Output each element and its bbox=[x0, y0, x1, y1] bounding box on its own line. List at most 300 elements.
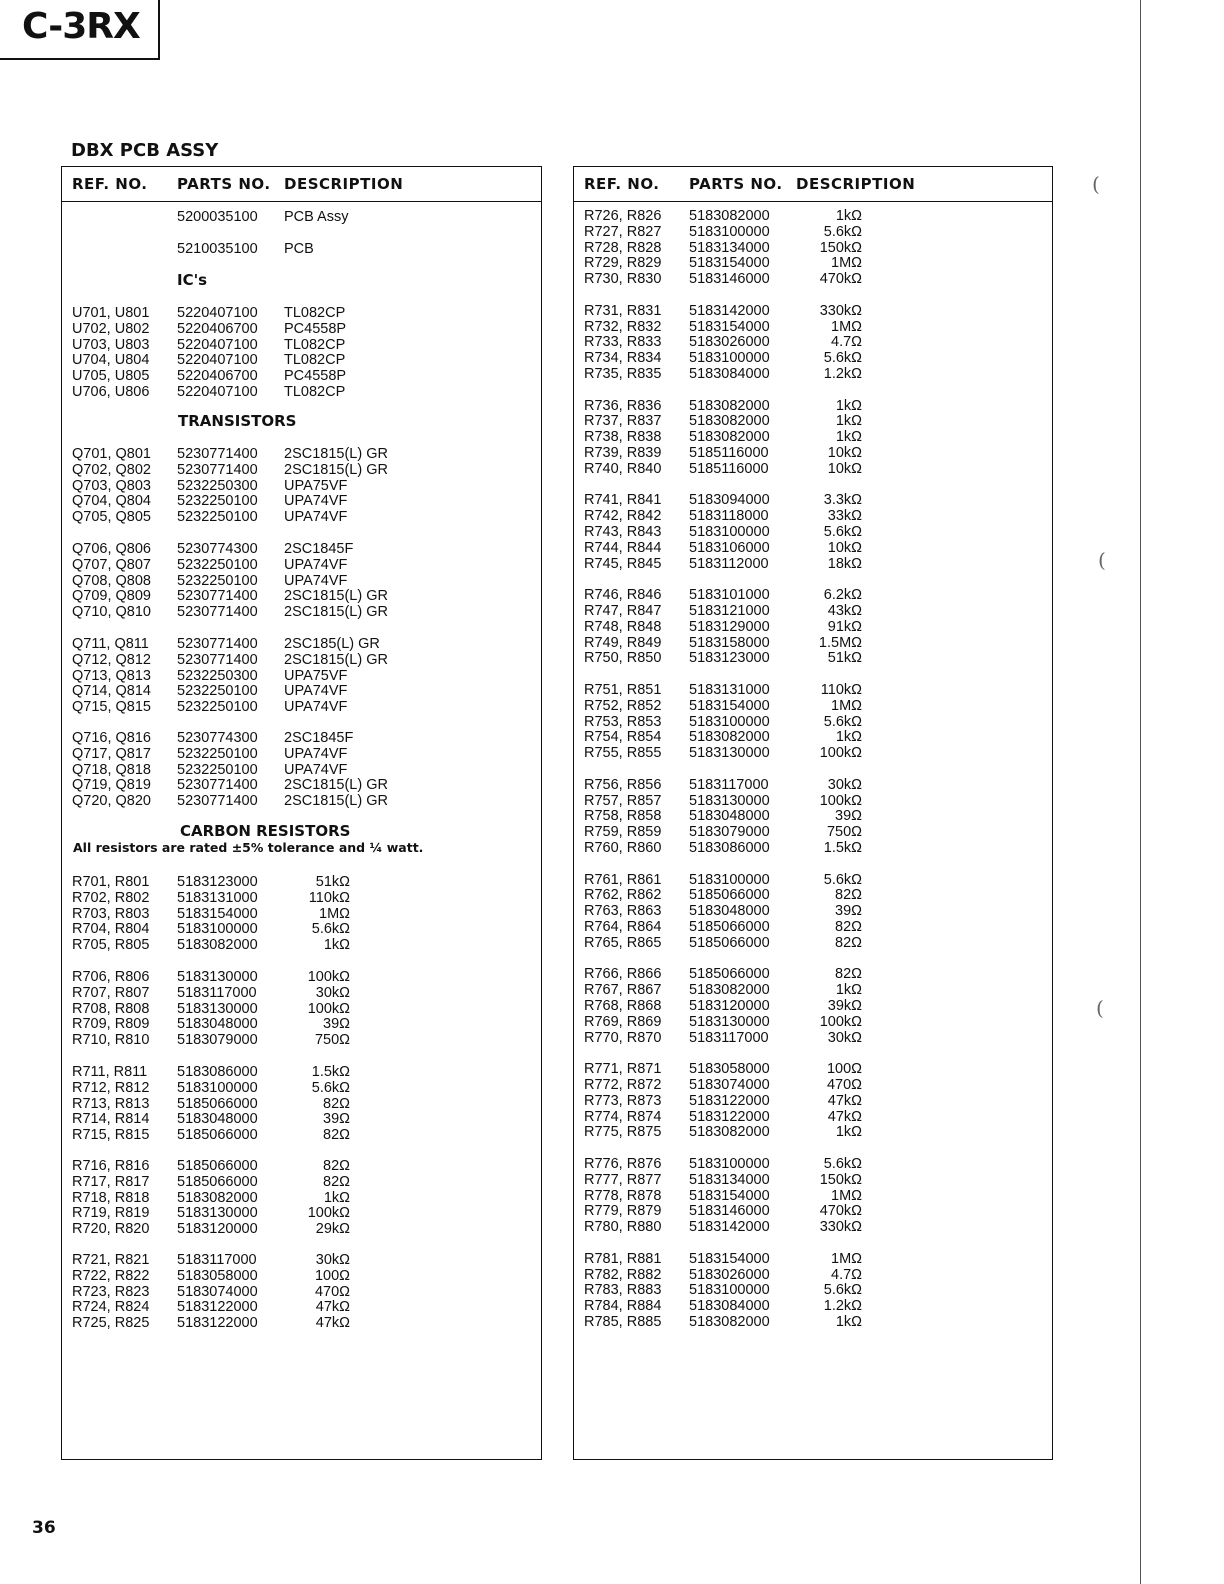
parts-row bbox=[62, 636, 541, 652]
parts-no: 5183100000 bbox=[689, 871, 770, 888]
resistor-value: 1.2kΩ bbox=[823, 1298, 862, 1315]
parts-no: 5183154000 bbox=[689, 697, 770, 714]
ref-no: R702, R802 bbox=[72, 889, 150, 906]
margin-mark: ( bbox=[1092, 172, 1100, 196]
parts-no: 5185066000 bbox=[177, 1173, 258, 1190]
parts-row bbox=[62, 1001, 541, 1017]
parts-no: 5232250100 bbox=[177, 572, 258, 589]
description: UPA75VF bbox=[284, 667, 348, 684]
header-description: DESCRIPTION bbox=[796, 175, 916, 193]
parts-no: 5183142000 bbox=[689, 302, 770, 319]
parts-no: 5185066000 bbox=[689, 887, 770, 904]
ref-no: Q716, Q816 bbox=[72, 730, 151, 746]
ref-no: Q708, Q808 bbox=[72, 572, 151, 589]
parts-row bbox=[574, 1061, 1052, 1077]
parts-no: 5220406700 bbox=[177, 320, 258, 337]
parts-row bbox=[62, 683, 541, 699]
parts-no: 5183082000 bbox=[177, 1189, 258, 1206]
parts-row bbox=[574, 1298, 1052, 1314]
parts-row bbox=[574, 524, 1052, 540]
description: 2SC1815(L) GR bbox=[284, 588, 388, 605]
parts-row bbox=[574, 808, 1052, 824]
header-parts: PARTS NO. bbox=[689, 175, 783, 193]
resistor-value: 82Ω bbox=[323, 1173, 350, 1190]
ref-no: Q701, Q801 bbox=[72, 446, 151, 462]
ref-no: R763, R863 bbox=[584, 903, 662, 920]
ref-no: Q705, Q805 bbox=[72, 509, 151, 526]
parts-no: 5183117000 bbox=[177, 1252, 257, 1268]
resistor-value: 30kΩ bbox=[827, 1029, 862, 1046]
ref-no: R724, R824 bbox=[72, 1299, 150, 1316]
description: TL082CP bbox=[284, 336, 346, 353]
parts-no: 5183079000 bbox=[689, 824, 770, 841]
parts-row bbox=[62, 1205, 541, 1221]
parts-no: 5183122000 bbox=[177, 1315, 258, 1332]
parts-no: 5183146000 bbox=[689, 271, 770, 288]
ref-no: R736, R836 bbox=[584, 397, 662, 414]
parts-no: 5183129000 bbox=[689, 618, 770, 635]
parts-no: 5183120000 bbox=[177, 1221, 258, 1238]
resistor-value: 4.7Ω bbox=[831, 1266, 862, 1283]
margin-mark: ( bbox=[1098, 548, 1106, 572]
parts-row bbox=[62, 1096, 541, 1112]
parts-no: 5183100000 bbox=[689, 1156, 770, 1172]
description: UPA74VF bbox=[284, 761, 348, 778]
resistor-value: 110kΩ bbox=[820, 682, 862, 698]
description: 2SC1815(L) GR bbox=[284, 604, 388, 621]
parts-no: 5183130000 bbox=[689, 792, 770, 809]
parts-row bbox=[62, 969, 541, 985]
resistor-value: 6.2kΩ bbox=[823, 587, 862, 604]
parts-row bbox=[62, 321, 541, 337]
parts-row bbox=[574, 682, 1052, 698]
parts-no: 5183048000 bbox=[689, 903, 770, 920]
parts-no: 5183117000 bbox=[689, 1029, 769, 1046]
ref-no: Q713, Q813 bbox=[72, 667, 151, 684]
page-binding-line bbox=[1140, 0, 1141, 1584]
resistor-value: 18kΩ bbox=[827, 555, 862, 572]
resistor-value: 1.2kΩ bbox=[823, 366, 862, 382]
parts-row bbox=[62, 906, 541, 922]
ref-no: R778, R878 bbox=[584, 1187, 662, 1204]
parts-row bbox=[574, 872, 1052, 888]
parts-row bbox=[574, 982, 1052, 998]
parts-row bbox=[62, 874, 541, 890]
parts-row bbox=[574, 1219, 1052, 1235]
parts-no: 5183026000 bbox=[689, 1266, 770, 1283]
parts-row bbox=[574, 445, 1052, 461]
parts-no: 5183123000 bbox=[689, 650, 770, 667]
ref-no: R782, R882 bbox=[584, 1266, 662, 1283]
description: 2SC185(L) GR bbox=[284, 636, 380, 652]
parts-no: 5230771400 bbox=[177, 636, 258, 652]
parts-row bbox=[62, 699, 541, 715]
ref-no: Q711, Q811 bbox=[72, 636, 149, 652]
resistor-value: 30kΩ bbox=[315, 1252, 350, 1268]
parts-no: 5185066000 bbox=[689, 934, 770, 951]
parts-row bbox=[62, 1315, 541, 1331]
parts-no: 5183100000 bbox=[689, 524, 770, 540]
resistor-value: 1.5kΩ bbox=[823, 840, 862, 856]
description: 2SC1815(L) GR bbox=[284, 446, 388, 462]
ref-no: R726, R826 bbox=[584, 208, 662, 224]
ref-no: Q720, Q820 bbox=[72, 793, 151, 810]
parts-row bbox=[574, 840, 1052, 856]
ref-no: R733, R833 bbox=[584, 334, 662, 351]
parts-row bbox=[574, 793, 1052, 809]
parts-row bbox=[574, 1314, 1052, 1330]
parts-row bbox=[574, 650, 1052, 666]
parts-row bbox=[62, 1221, 541, 1237]
ref-no: R737, R837 bbox=[584, 413, 662, 430]
header-ref: REF. NO. bbox=[584, 175, 660, 193]
parts-row bbox=[62, 1158, 541, 1174]
resistor-value: 29kΩ bbox=[315, 1221, 350, 1238]
parts-row bbox=[574, 745, 1052, 761]
parts-no: 5230771400 bbox=[177, 604, 258, 621]
parts-no: 5183131000 bbox=[689, 682, 770, 698]
ref-no: Q707, Q807 bbox=[72, 556, 151, 573]
parts-row bbox=[62, 668, 541, 684]
parts-row bbox=[62, 985, 541, 1001]
ref-no: R762, R862 bbox=[584, 887, 662, 904]
parts-no: 5183100000 bbox=[689, 713, 770, 730]
ref-no: R703, R803 bbox=[72, 905, 150, 922]
resistor-value: 1MΩ bbox=[831, 1250, 862, 1267]
parts-no: 5230774300 bbox=[177, 541, 258, 557]
parts-no: 5220406700 bbox=[177, 368, 258, 385]
ref-no: R731, R831 bbox=[584, 302, 662, 319]
header-ref: REF. NO. bbox=[72, 175, 148, 193]
ref-no: U703, U803 bbox=[72, 336, 150, 353]
ref-no: R764, R864 bbox=[584, 919, 662, 935]
parts-no: 5185066000 bbox=[689, 919, 770, 935]
ref-no: R728, R828 bbox=[584, 239, 662, 256]
resistor-value: 100Ω bbox=[314, 1267, 350, 1284]
parts-no: 5232250100 bbox=[177, 745, 258, 762]
description: PC4558P bbox=[284, 320, 347, 337]
parts-row bbox=[62, 573, 541, 589]
ref-no: R715, R815 bbox=[72, 1127, 150, 1144]
ref-no: R754, R854 bbox=[584, 729, 662, 746]
resistor-value: 1kΩ bbox=[835, 397, 862, 414]
ref-no: U704, U804 bbox=[72, 352, 150, 369]
parts-no: 5183094000 bbox=[689, 492, 770, 509]
ref-no: R707, R807 bbox=[72, 984, 150, 1001]
parts-row bbox=[574, 903, 1052, 919]
parts-no: 5183074000 bbox=[177, 1283, 258, 1300]
resistor-value: 47kΩ bbox=[827, 1092, 862, 1109]
resistor-value: 750Ω bbox=[826, 824, 862, 841]
ref-no: R771, R871 bbox=[584, 1061, 662, 1078]
ref-no: R730, R830 bbox=[584, 271, 662, 288]
ref-no: R769, R869 bbox=[584, 1013, 662, 1030]
ref-no: R773, R873 bbox=[584, 1092, 662, 1109]
parts-row bbox=[574, 1156, 1052, 1172]
parts-row bbox=[62, 604, 541, 620]
parts-row bbox=[62, 1032, 541, 1048]
parts-no: 5183118000 bbox=[689, 508, 769, 525]
ref-no: R722, R822 bbox=[72, 1267, 150, 1284]
ref-no: R756, R856 bbox=[584, 776, 662, 793]
right-parts-table bbox=[573, 166, 1053, 1460]
resistor-value: 5.6kΩ bbox=[823, 524, 862, 540]
description: UPA74VF bbox=[284, 493, 348, 510]
resistor-value: 5.6kΩ bbox=[311, 1079, 350, 1096]
ref-no: Q718, Q818 bbox=[72, 761, 151, 778]
parts-row bbox=[574, 1093, 1052, 1109]
ref-no: R767, R867 bbox=[584, 982, 662, 999]
ref-no: R766, R866 bbox=[584, 966, 662, 983]
resistors-note: All resistors are rated ±5% tolerance and ¼ watt. bbox=[73, 840, 424, 855]
parts-no: 5185066000 bbox=[689, 966, 770, 983]
resistor-value: 82Ω bbox=[323, 1158, 350, 1174]
header-parts: PARTS NO. bbox=[177, 175, 271, 193]
resistor-value: 1MΩ bbox=[831, 1187, 862, 1204]
resistor-value: 1kΩ bbox=[835, 429, 862, 446]
parts-no: 5183048000 bbox=[177, 1016, 258, 1033]
parts-row bbox=[62, 1064, 541, 1080]
parts-row bbox=[574, 1172, 1052, 1188]
ref-no: R760, R860 bbox=[584, 840, 662, 856]
parts-no: 5183134000 bbox=[689, 239, 770, 256]
parts-no: 5183048000 bbox=[689, 808, 770, 825]
parts-row bbox=[574, 398, 1052, 414]
parts-no: 5200035100 bbox=[177, 209, 258, 225]
parts-row bbox=[574, 508, 1052, 524]
parts-no: 5230771400 bbox=[177, 793, 258, 810]
description: UPA75VF bbox=[284, 477, 348, 494]
parts-row bbox=[62, 446, 541, 462]
ref-no: R752, R852 bbox=[584, 697, 662, 714]
parts-row bbox=[62, 1284, 541, 1300]
description: UPA74VF bbox=[284, 572, 348, 589]
parts-row bbox=[62, 937, 541, 953]
resistor-value: 47kΩ bbox=[315, 1299, 350, 1316]
parts-row bbox=[62, 352, 541, 368]
ref-no: R746, R846 bbox=[584, 587, 662, 604]
ref-no: Q715, Q815 bbox=[72, 699, 151, 716]
ref-no: U705, U805 bbox=[72, 368, 150, 385]
resistor-value: 5.6kΩ bbox=[823, 350, 862, 367]
parts-row bbox=[574, 1030, 1052, 1046]
ref-no: Q704, Q804 bbox=[72, 493, 151, 510]
resistor-value: 4.7Ω bbox=[831, 334, 862, 351]
resistor-value: 1.5kΩ bbox=[311, 1064, 350, 1080]
resistor-value: 1kΩ bbox=[835, 729, 862, 746]
parts-row bbox=[62, 1174, 541, 1190]
resistor-value: 1MΩ bbox=[831, 255, 862, 272]
parts-row bbox=[574, 208, 1052, 224]
parts-row bbox=[574, 1251, 1052, 1267]
ref-no: Q709, Q809 bbox=[72, 588, 151, 605]
resistor-value: 100kΩ bbox=[819, 745, 862, 762]
parts-no: 5183154000 bbox=[689, 1187, 770, 1204]
description: UPA74VF bbox=[284, 509, 348, 526]
resistor-value: 5.6kΩ bbox=[823, 223, 862, 240]
parts-no: 5183084000 bbox=[689, 1298, 770, 1315]
ref-no: R716, R816 bbox=[72, 1158, 150, 1174]
parts-no: 5185066000 bbox=[177, 1158, 258, 1174]
resistor-value: 470kΩ bbox=[819, 1203, 862, 1220]
ref-no: R765, R865 bbox=[584, 934, 662, 951]
parts-row bbox=[62, 493, 541, 509]
header-description: DESCRIPTION bbox=[284, 175, 404, 193]
parts-no: 5232250300 bbox=[177, 477, 258, 494]
resistor-value: 39Ω bbox=[323, 1016, 350, 1033]
parts-no: 5230771400 bbox=[177, 446, 258, 462]
resistor-value: 100kΩ bbox=[307, 969, 350, 985]
parts-no: 5230771400 bbox=[177, 651, 258, 668]
description: UPA74VF bbox=[284, 745, 348, 762]
parts-row bbox=[62, 890, 541, 906]
parts-no: 5183112000 bbox=[689, 555, 769, 572]
parts-no: 5185116000 bbox=[689, 445, 769, 461]
resistor-value: 30kΩ bbox=[315, 984, 350, 1001]
ref-no: R755, R855 bbox=[584, 745, 662, 762]
description: TL082CP bbox=[284, 352, 346, 369]
parts-row bbox=[62, 1080, 541, 1096]
resistor-value: 39Ω bbox=[835, 808, 862, 825]
ref-no: U702, U802 bbox=[72, 320, 150, 337]
table-header bbox=[574, 167, 1052, 202]
parts-no: 5232250100 bbox=[177, 556, 258, 573]
ref-no: Q710, Q810 bbox=[72, 604, 151, 621]
resistor-value: 100kΩ bbox=[819, 792, 862, 809]
ref-no: R748, R848 bbox=[584, 618, 662, 635]
ref-no: R711, R811 bbox=[72, 1064, 148, 1080]
parts-no: 5183074000 bbox=[689, 1077, 770, 1093]
parts-no: 5183158000 bbox=[689, 634, 770, 651]
parts-no: 5183079000 bbox=[177, 1032, 258, 1049]
parts-row bbox=[574, 714, 1052, 730]
ref-no: R719, R819 bbox=[72, 1205, 150, 1222]
parts-row bbox=[62, 1190, 541, 1206]
page-number: 36 bbox=[32, 1518, 56, 1538]
ref-no: R732, R832 bbox=[584, 318, 662, 335]
parts-no: 5183130000 bbox=[689, 1013, 770, 1030]
ref-no: Q706, Q806 bbox=[72, 541, 151, 557]
parts-no: 5183100000 bbox=[177, 921, 258, 938]
ref-no: R759, R859 bbox=[584, 824, 662, 841]
resistor-value: 39kΩ bbox=[827, 998, 862, 1014]
description: UPA74VF bbox=[284, 683, 348, 700]
resistor-value: 43kΩ bbox=[827, 603, 862, 619]
parts-no: 5183082000 bbox=[689, 413, 770, 430]
parts-no: 5183154000 bbox=[177, 905, 258, 922]
resistor-value: 150kΩ bbox=[819, 239, 862, 256]
resistor-value: 3.3kΩ bbox=[823, 492, 862, 509]
ref-no: Q719, Q819 bbox=[72, 777, 151, 794]
parts-row bbox=[62, 509, 541, 525]
resistor-value: 10kΩ bbox=[827, 460, 862, 477]
parts-no: 5183120000 bbox=[689, 998, 770, 1014]
ref-no: R747, R847 bbox=[584, 603, 662, 619]
parts-no: 5183134000 bbox=[689, 1171, 770, 1188]
ref-no: R749, R849 bbox=[584, 634, 662, 651]
ref-no: R758, R858 bbox=[584, 808, 662, 825]
ref-no: R777, R877 bbox=[584, 1171, 662, 1188]
parts-row bbox=[574, 303, 1052, 319]
parts-no: 5183122000 bbox=[689, 1108, 770, 1125]
parts-no: 5183082000 bbox=[689, 1124, 770, 1141]
parts-no: 5183154000 bbox=[689, 255, 770, 272]
left-parts-table bbox=[61, 166, 542, 1460]
resistor-value: 82Ω bbox=[835, 919, 862, 935]
resistor-value: 150kΩ bbox=[819, 1171, 862, 1188]
parts-row bbox=[574, 587, 1052, 603]
parts-no: 5232250100 bbox=[177, 493, 258, 510]
parts-row bbox=[574, 1109, 1052, 1125]
parts-row bbox=[574, 1188, 1052, 1204]
resistor-value: 1.5MΩ bbox=[818, 634, 862, 651]
parts-no: 5230771400 bbox=[177, 777, 258, 794]
resistor-value: 82Ω bbox=[323, 1127, 350, 1144]
parts-no: 5232250100 bbox=[177, 509, 258, 526]
description: PCB bbox=[284, 241, 314, 257]
parts-no: 5183082000 bbox=[689, 429, 770, 446]
ref-no: R704, R804 bbox=[72, 921, 150, 938]
parts-row bbox=[574, 492, 1052, 508]
parts-row bbox=[574, 366, 1052, 382]
parts-no: 5210035100 bbox=[177, 241, 258, 257]
parts-no: 5232250100 bbox=[177, 761, 258, 778]
parts-no: 5183082000 bbox=[689, 729, 770, 746]
parts-row bbox=[62, 921, 541, 937]
resistor-value: 1kΩ bbox=[835, 982, 862, 999]
ref-no: R750, R850 bbox=[584, 650, 662, 667]
parts-no: 5185066000 bbox=[177, 1127, 258, 1144]
parts-row bbox=[574, 777, 1052, 793]
parts-no: 5220407100 bbox=[177, 384, 258, 400]
parts-row bbox=[574, 255, 1052, 271]
parts-row bbox=[62, 209, 541, 225]
parts-no: 5183122000 bbox=[689, 1092, 770, 1109]
ref-no: R734, R834 bbox=[584, 350, 662, 367]
resistor-value: 5.6kΩ bbox=[823, 713, 862, 730]
parts-no: 5185116000 bbox=[689, 460, 769, 477]
parts-no: 5183084000 bbox=[689, 366, 770, 382]
ref-no: R781, R881 bbox=[584, 1250, 662, 1267]
parts-row bbox=[574, 556, 1052, 572]
description: 2SC1815(L) GR bbox=[284, 461, 388, 478]
resistor-value: 100kΩ bbox=[307, 1000, 350, 1017]
ref-no: U701, U801 bbox=[72, 305, 150, 321]
ref-no: R740, R840 bbox=[584, 460, 662, 477]
parts-no: 5183130000 bbox=[177, 969, 258, 985]
parts-no: 5232250100 bbox=[177, 683, 258, 700]
description: 2SC1845F bbox=[284, 730, 354, 746]
parts-row bbox=[574, 729, 1052, 745]
resistor-value: 100Ω bbox=[826, 1061, 862, 1078]
parts-no: 5183142000 bbox=[689, 1219, 770, 1236]
parts-row bbox=[62, 588, 541, 604]
ref-no: R744, R844 bbox=[584, 539, 662, 556]
ref-no: R705, R805 bbox=[72, 937, 150, 954]
ref-no: Q703, Q803 bbox=[72, 477, 151, 494]
parts-no: 5230771400 bbox=[177, 461, 258, 478]
parts-row bbox=[574, 635, 1052, 651]
resistor-value: 82Ω bbox=[835, 966, 862, 983]
resistor-value: 100kΩ bbox=[307, 1205, 350, 1222]
parts-no: 5232250100 bbox=[177, 699, 258, 716]
resistor-value: 30kΩ bbox=[827, 776, 862, 793]
ref-no: R739, R839 bbox=[584, 445, 662, 461]
resistor-value: 1MΩ bbox=[831, 697, 862, 714]
carbon-resistors-heading: CARBON RESISTORS bbox=[180, 822, 351, 840]
parts-no: 5183100000 bbox=[689, 1282, 770, 1299]
ref-no: R770, R870 bbox=[584, 1029, 662, 1046]
